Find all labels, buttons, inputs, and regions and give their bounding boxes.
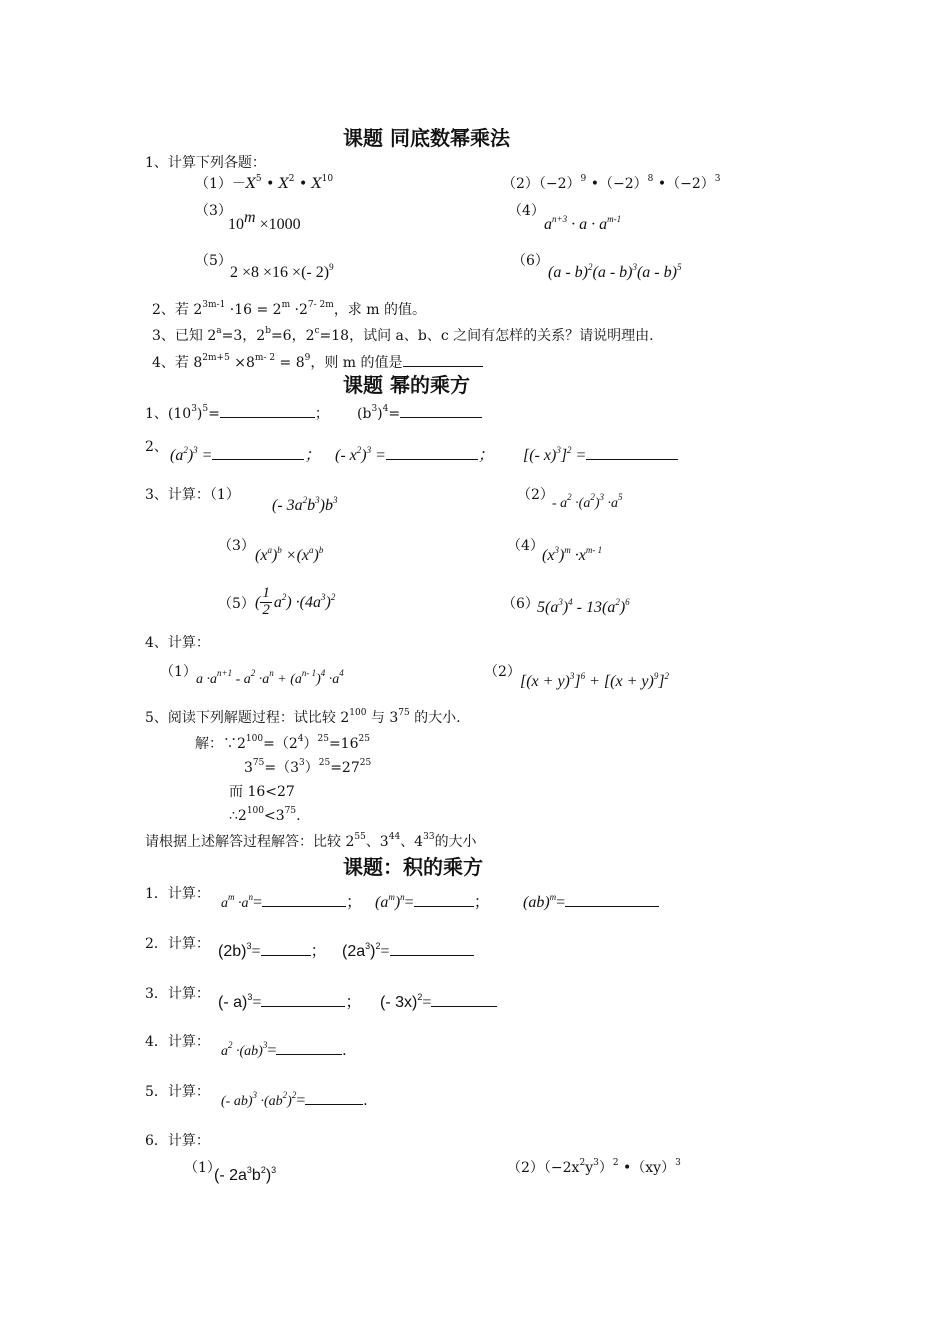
answer-blank[interactable]	[390, 947, 474, 956]
question-2-2c: [(- x)$^3$]$^2$ =	[523, 446, 678, 465]
question-4: 4、若 $8^{2m+5} \times 8^{m- 2} = 8^9$，则 m 的值是	[152, 352, 483, 372]
question-2-6: 请根据上述解答过程解答：比较 $2^{55}$、$3^{44}$、$4^{33}$的大小	[145, 832, 477, 850]
problem-2-4-1: $a \cdot a^{n+1} - a^2 \cdot a^n + (a^{n- 1})^4 \cdot a^4$	[196, 668, 344, 687]
question-2-4-label: 4、计算：	[145, 635, 210, 651]
question-3-5-label: 5．计算：	[145, 1084, 210, 1100]
answer-blank[interactable]	[212, 451, 304, 460]
problem-2-3-1: (- $3a^2b^3)b^3$	[272, 495, 338, 514]
question-3-2a: $(2b)^3=$ ；	[218, 941, 327, 960]
problem-1-1: $(1)-X^5$ • $X^2$ • $X^{10}$	[195, 174, 334, 192]
question-3-2b: $(2a^3)^2=$	[342, 942, 474, 961]
problem-2-3-6-label: （6）	[502, 596, 539, 612]
answer-blank[interactable]	[431, 998, 497, 1007]
solution-line-1: 解：$\because 2^{100}=(2^4)^{25}=16^{25}$	[195, 734, 370, 752]
answer-blank[interactable]	[403, 352, 483, 367]
question-3-1a: $a^m \cdot a^n=$ ；	[221, 892, 363, 911]
problem-1-3-label: （3）	[195, 203, 232, 219]
question-3-3a: (- a)$^3$= ；	[218, 992, 362, 1011]
question-3-5: (- $ab)^3 \cdot(ab^2)^2=$ .	[221, 1090, 368, 1109]
answer-blank[interactable]	[305, 1096, 363, 1105]
question-2-2a: $(a^2)^3$ = ；	[170, 445, 321, 464]
problem-3-6-1-label: （1）	[184, 1160, 221, 1176]
answer-blank[interactable]	[261, 998, 345, 1007]
problem-2-3-4: $(x^3)^m \cdot x^{m- 1}$	[542, 545, 603, 564]
problem-2-4-2-label: （2）	[484, 664, 521, 680]
question-3-1c: (ab)$^m$=	[523, 893, 659, 912]
question-2-1b: $(b^3)^4=$	[357, 403, 482, 423]
problem-1-4-label: （4）	[508, 203, 545, 219]
problem-2-3-2-label: （2）	[517, 487, 554, 503]
solution-line-4: $\therefore 2^{100}<3^{75}$.	[229, 806, 301, 824]
problem-1-6-label: （6）	[512, 253, 549, 269]
problem-1-6-expr: (a - b)$^2$(a - b)$^3$(a - b)$^5$	[548, 262, 682, 281]
answer-blank[interactable]	[262, 898, 346, 907]
question-2: 2、若 $2^{3m-1} \cdot 16 = 2^m \cdot 2^{7- 2m}$，求 m 的值。	[152, 300, 426, 318]
answer-blank[interactable]	[220, 403, 315, 418]
section-title-power-of-power: 课题 幂的乘方	[343, 373, 470, 397]
problem-3-6-2: $(2)(-2x^2y^3)^2$ •（xy）$^3$	[507, 1158, 681, 1176]
problem-1-5-label: （5）	[195, 253, 232, 269]
question-2-2b: (- $x^2)^3$ = ；	[335, 445, 494, 464]
problem-2-3-6: $5(a^3)^4 - 13(a^2)^6$	[537, 597, 630, 616]
problem-2-3-2: - $a^2 \cdot(a^2)^3 \cdot a^5$	[552, 492, 623, 511]
solution-line-3: 而 16<27	[229, 784, 295, 800]
question-2-2-label: 2、	[145, 439, 168, 455]
question-2-3-label: 3、计算：（1）	[145, 487, 240, 503]
section-title-power-of-product: 课题：积的乘方	[343, 855, 483, 879]
question-3-3-label: 3．计算：	[145, 986, 210, 1002]
answer-blank[interactable]	[276, 1046, 342, 1055]
question-3: 3、已知 $2^a=3$，$2^b=6$，$2^c=18$，试问 a、b、c 之间有怎样的关系？请说明理由.	[152, 326, 654, 344]
answer-blank[interactable]	[414, 898, 474, 907]
problem-3-6-1: (- $2a^3b^2)^3$	[214, 1165, 277, 1184]
fraction-one-half: $\frac{1}{2}$	[262, 585, 270, 618]
question-3-4-label: 4．计算：	[145, 1034, 210, 1050]
question-3-2-label: 2．计算：	[145, 936, 210, 952]
problem-1-5-expr: 2 ×8 ×16 ×(- 2)$^9$	[230, 262, 334, 281]
problem-2-4-1-label: （1）	[160, 664, 197, 680]
problem-1-4-expr: $a^{n+3} \cdot a \cdot a^{m-1}$	[544, 214, 622, 233]
problem-1-2: $(2)(-2)^9$ $•(-2)^8$ $•(-2)^3$	[502, 174, 721, 192]
question-1-label: 1、计算下列各题：	[145, 155, 266, 171]
solution-line-2: $3^{75}=(3^3)^{25}=27^{25}$	[244, 758, 372, 776]
question-3-6-label: 6．计算：	[145, 1133, 210, 1149]
answer-blank[interactable]	[586, 451, 678, 460]
problem-2-3-5: ( $\frac{1}{2}$ $a^2) \cdot(4a^3)^2$	[255, 585, 336, 618]
problem-2-3-5-label: （5）	[218, 596, 255, 612]
answer-blank[interactable]	[386, 451, 478, 460]
answer-blank[interactable]	[261, 947, 311, 956]
answer-blank[interactable]	[400, 403, 482, 418]
question-3-4: $a^2 \cdot(ab)^3=$ .	[221, 1040, 347, 1059]
problem-2-3-4-label: （4）	[507, 538, 544, 554]
question-3-1b: $(a^m)^n=$ ；	[375, 892, 490, 911]
question-3-1-label: 1．计算：	[145, 886, 210, 902]
problem-1-3-expr: $10^m \times 1000$	[228, 209, 301, 233]
problem-2-4-2: $[(x + y)^3]^6 + [(x + y)^9]^2$	[520, 671, 670, 690]
section-title-same-base-multiplication: 课题 同底数幂乘法	[343, 126, 510, 150]
question-2-5: 5、阅读下列解题过程：试比较 $2^{100}$ 与 $3^{75}$ 的大小.	[145, 708, 461, 726]
answer-blank[interactable]	[565, 898, 659, 907]
question-3-3b: (- 3x)$^2$=	[380, 993, 497, 1012]
problem-2-3-3-label: （3）	[218, 538, 255, 554]
question-2-1: 1、$(10^3)^5=$ ；	[145, 404, 329, 422]
problem-2-3-3: $(x^a)^b \times(x^a)^b$	[255, 545, 324, 564]
